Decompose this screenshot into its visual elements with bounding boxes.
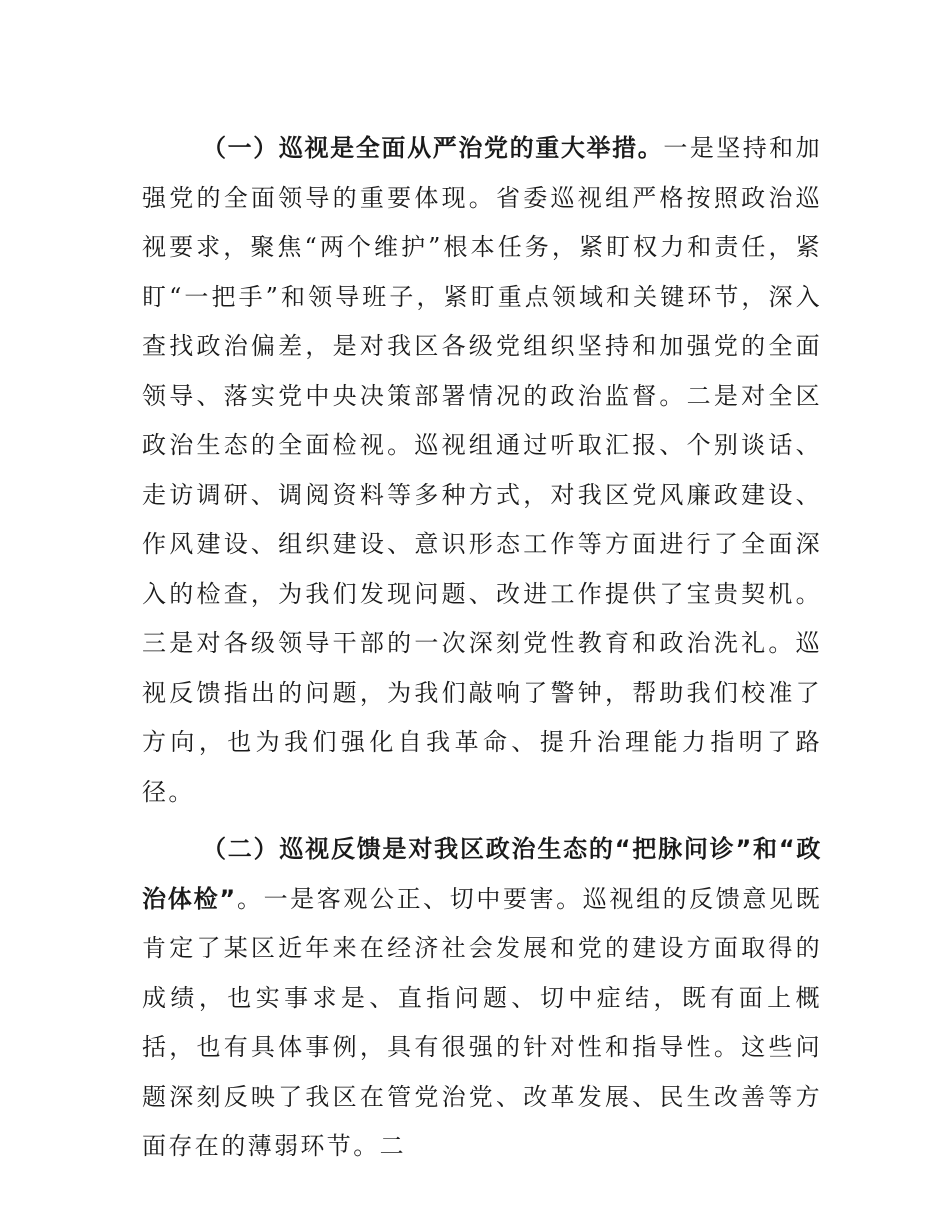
paragraph-2-body: 。一是客观公正、切中要害。巡视组的反馈意见既肯定了某区近年来在经济社会发展和党的建设方面取得的成绩，也实事求是、直指问题、切中症结，既有面上概括，也有具体事例，具有很强的针对性和指导性。这些问题深刻反映了我区在管党治党、改革发展、民生改善等方面存在的薄弱环节。二 — [142, 884, 822, 1160]
paragraph-1-heading: （一）巡视是全面从严治党的重大举措。 — [202, 134, 664, 162]
paragraph-1-body: 一是坚持和加强党的全面领导的重要体现。省委巡视组严格按照政治巡视要求，聚焦“两个维护”根本任务，紧盯权力和责任，紧盯“一把手”和领导班子，紧盯重点领域和关键环节，深入查找政治偏差，是对我区各级党组织坚持和加强党的全面领导、落实党中央决策部署情况的政治监督。二是对全区政治生态的全面检视。巡视组通过听取汇报、个别谈话、走访调研、调阅资料等多种方式，对我区党风廉政建设、作风建设、组织建设、意识形态工作等方面进行了全面深入的检查，为我们发现问题、改进工作提供了宝贵契机。三是对各级领导干部的一次深刻党性教育和政治洗礼。巡视反馈指出的问题，为我们敲响了警钟，帮助我们校准了方向，也为我们强化自我革命、提升治理能力指明了路径。 — [142, 134, 822, 806]
paragraph-2 — [142, 825, 822, 1172]
paragraph-2-heading: （二）巡视反馈是对我区政治生态的“把脉问诊”和“政治体检” — [142, 835, 822, 913]
document-body — [142, 124, 822, 1172]
paragraph-1 — [142, 124, 822, 817]
